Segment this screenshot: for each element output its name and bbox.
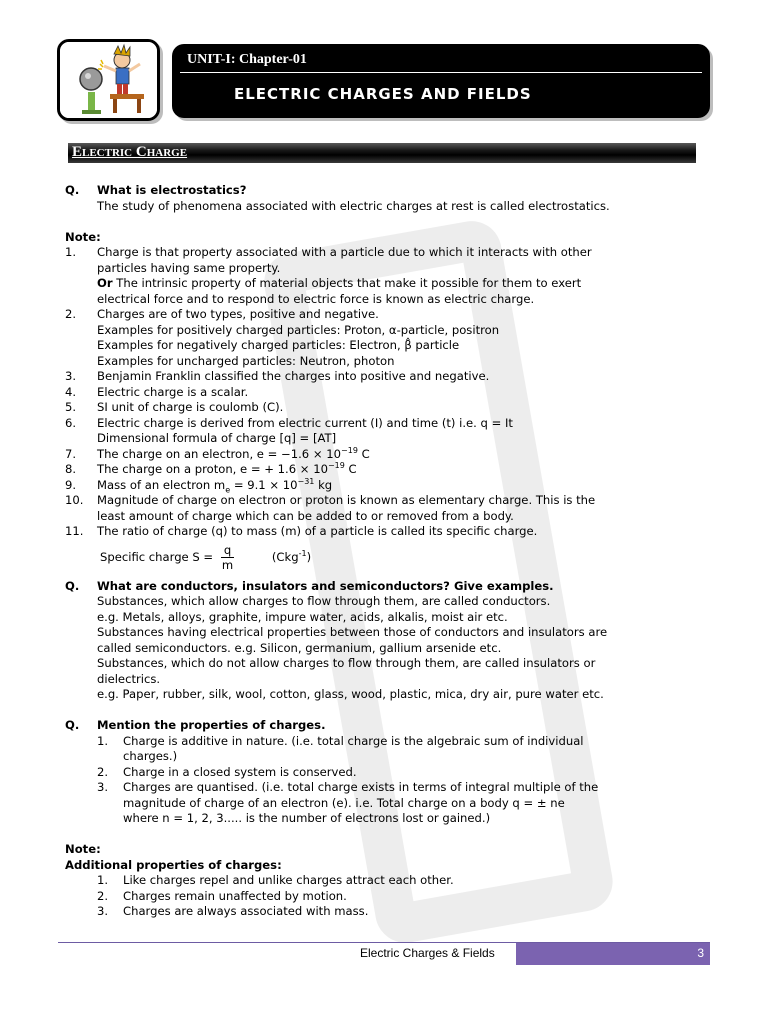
note-item [65,338,705,354]
additional-property-item [65,889,705,905]
item-number: 9. [65,477,77,492]
answer-text: Substances, which do not allow charges to flow through them, are called insulators or [97,656,596,670]
additional-property-item [65,904,705,920]
item-number: 7. [65,446,77,461]
note-item [65,261,705,277]
item-text: Mass of an electron m [97,477,226,492]
answer-1 [65,199,705,215]
footer-title: Electric Charges & Fields [360,946,495,960]
note-item-9 [65,478,705,494]
note-item [65,276,705,292]
item-text: = 9.1 × 10 [230,477,298,492]
numerator: q [221,543,234,558]
item-text: Charges are of two types, positive and negative. [97,307,379,321]
unit: C [357,446,370,461]
item-text: least amount of charge which can be added to or removed from a body. [97,508,514,523]
answer-line [65,610,705,626]
item-text: Electric charge is a scalar. [97,384,249,399]
chapter-title: ELECTRIC CHARGES AND FIELDS [234,85,532,103]
answer-text: The study of phenomena associated with electric charges at rest is called electrostatics. [97,198,610,213]
specific-charge-formula [65,540,705,579]
note-item-7 [65,447,705,463]
note-item [65,354,705,370]
answer-line [65,594,705,610]
item-text: Charge is that property associated with a particle due to which it interacts with other [97,245,592,259]
question-label: Q. [65,578,80,593]
formula-lhs: Specific charge S = [100,549,214,564]
answer-line [65,672,705,688]
item-text [65,400,705,416]
item-text: The charge on a proton, e = + 1.6 × 10 [97,462,328,476]
item-number: 1. [97,733,109,748]
item-text: Charges are always associated with mass. [123,904,369,918]
item-number: 1. [65,245,77,259]
question-label: Q. [65,183,80,197]
item-number: 2. [65,307,77,321]
item-number: 5. [65,400,77,414]
answer-text: Substances having electrical properties between those of conductors and insulators are [97,625,608,639]
item-text: Charges remain unaffected by motion. [123,888,347,903]
chapter-header [172,44,710,118]
page-number: 3 [697,946,704,960]
answer-2 [65,594,705,703]
item-text [65,385,705,401]
additional-property-item [65,873,705,889]
question-2 [65,579,705,595]
item-number: 1. [97,873,109,887]
note-item [65,385,705,401]
item-text: Examples for negatively charged particles: Electron, β̂ particle [97,338,460,352]
additional-properties-list [65,873,705,920]
note-list [65,245,705,447]
properties-list [65,734,705,827]
exponent: −19 [341,445,358,455]
chapter-logo-illustration [57,39,160,121]
formula-unit: (Ckg [271,549,299,564]
question-1 [65,183,705,199]
question-text: Mention the properties of charges. [97,718,326,732]
section-title: Electric Charge [72,144,188,160]
item-text: Charges are quantised. (i.e. total charge exists in terms of integral multiple of the [123,780,599,794]
item-text [65,354,705,370]
item-text [65,338,705,354]
item-number: 2. [97,764,109,779]
answer-text: called semiconductors. e.g. Silicon, germanium, gallium arsenide etc. [97,640,502,655]
answer-text: e.g. Paper, rubber, silk, wool, cotton, glass, wood, plastic, mica, dry air, pure water etc. [97,687,604,701]
note-heading: Note: [65,229,101,244]
item-text: Charge is additive in nature. (i.e. total charge is the algebraic sum of individual [123,733,584,748]
note-subheading: Additional properties of charges: [65,857,282,872]
item-text [65,292,705,308]
note-item [65,400,705,416]
document-body [65,183,705,920]
item-text: where n = 1, 2, 3..... is the number of electrons lost or gained.) [123,811,491,825]
item-text: The intrinsic property of material objects that make it possible for them to exert [116,276,582,290]
page-number-box [516,943,710,965]
item-text: particles having same property. [97,260,281,275]
note-item [65,323,705,339]
item-text [65,261,705,277]
question-3 [65,718,705,734]
unit-label: UNIT-I: Chapter-01 [187,52,307,67]
note-item [65,307,705,323]
answer-line [65,656,705,672]
item-number: 3. [97,904,109,918]
answer-line [65,625,705,641]
item-text [65,323,705,339]
unit: C [344,462,357,476]
property-item [65,765,705,781]
fraction [221,543,234,572]
item-text: electrical force and to respond to electric force is known as electric charge. [97,291,535,306]
note-heading-2: Note: [65,842,101,856]
note-item-11 [65,524,705,540]
denominator: m [221,557,234,572]
note-item [65,431,705,447]
item-text: Magnitude of charge on electron or proton is known as elementary charge. This is the [97,493,596,507]
item-text [65,307,705,323]
item-text: Electric charge is derived from electric current (I) and time (t) i.e. q = It [97,415,513,430]
item-text: charges.) [123,749,178,763]
item-text: Benjamin Franklin classified the charges into positive and negative. [97,369,490,383]
answer-line [65,687,705,703]
item-text: Like charges repel and unlike charges attract each other. [123,873,454,887]
answer-text: dielectrics. [97,671,161,686]
answer-text: Substances, which allow charges to flow through them, are called conductors. [97,594,551,608]
item-text: magnitude of charge of an electron (e). i.e. Total charge on a body q = ± ne [123,795,565,810]
item-number: 3. [65,369,77,383]
note-item [65,245,705,261]
exponent: −31 [297,476,315,486]
item-text: Charge in a closed system is conserved. [123,764,357,779]
property-item [65,780,705,796]
question-label: Q. [65,718,80,732]
item-text: The charge on an electron, e = −1.6 × 10 [97,446,342,461]
note-item-8 [65,462,705,478]
answer-line [65,641,705,657]
note-item [65,416,705,432]
item-text: Examples for positively charged particles: Proton, α-particle, positron [97,322,500,337]
item-text: SI unit of charge is coulomb (C). [97,400,284,414]
item-number: 10. [65,493,84,507]
exponent: -1 [298,548,307,558]
item-number: 2. [97,888,109,903]
formula-unit: ) [306,549,312,564]
property-item [65,749,705,765]
item-text [65,416,705,432]
answer-text: e.g. Metals, alloys, graphite, impure water, acids, alkalis, moist air etc. [97,609,508,624]
item-text [65,245,705,261]
item-number: 3. [97,780,109,794]
note-item [65,369,705,385]
item-number: 6. [65,415,77,430]
item-text: The ratio of charge (q) to mass (m) of a particle is called its specific charge. [97,524,538,538]
or-label: Or [97,276,113,290]
property-item [65,811,705,827]
note-item-10-cont [65,509,705,525]
property-item [65,796,705,812]
item-text: Examples for uncharged particles: Neutron, photon [97,353,395,368]
item-number: 4. [65,384,77,399]
section-heading-bar [68,143,696,163]
property-item [65,734,705,750]
item-text [65,276,705,292]
item-number: 11. [65,524,84,538]
header-divider [180,72,702,73]
question-text: What are conductors, insulators and semiconductors? Give examples. [97,578,554,593]
note-item [65,292,705,308]
item-text [65,369,705,385]
item-text: Dimensional formula of charge [q] = [AT] [97,431,337,445]
note-item-10 [65,493,705,509]
item-text [65,431,705,447]
item-number: 8. [65,462,77,476]
question-text: What is electrostatics? [97,183,247,197]
subscript: e [225,484,231,494]
exponent: −19 [327,461,345,470]
unit: kg [314,477,333,492]
